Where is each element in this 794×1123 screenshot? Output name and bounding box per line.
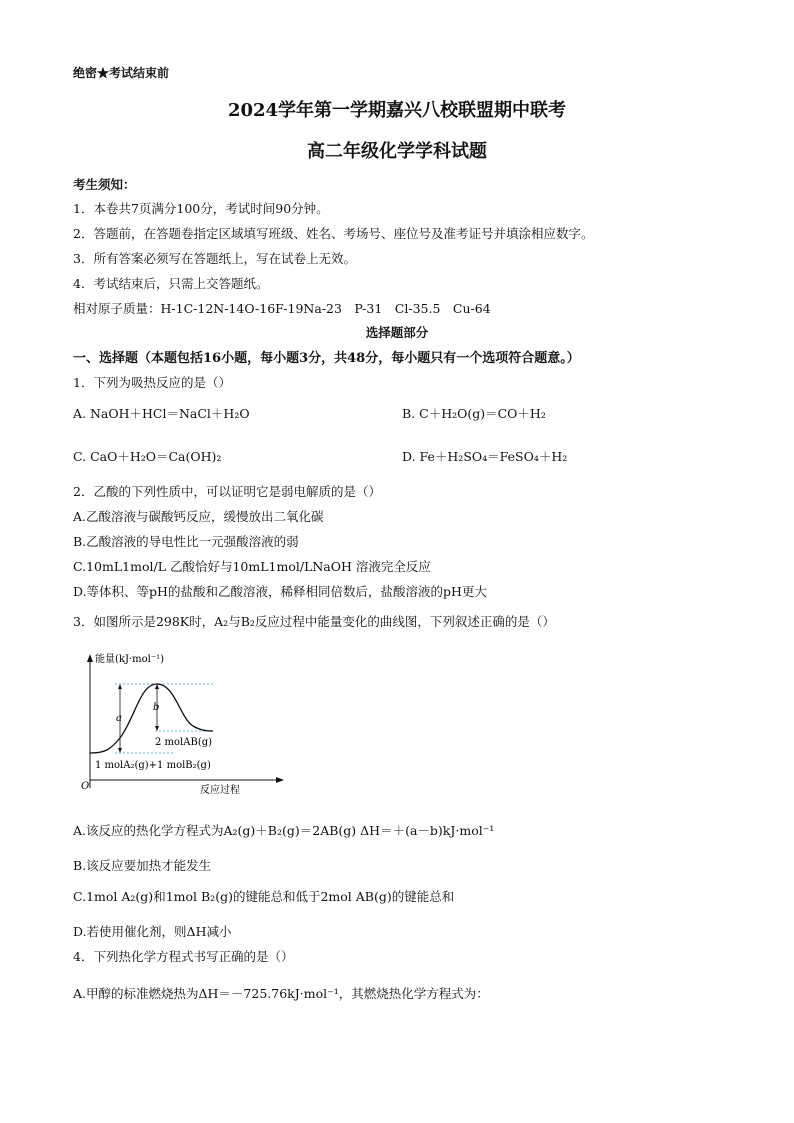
section-title: 一、选择题（本题包括16小题，每小题3分，共48分，每小题只有一个选项符合题意。）	[73, 351, 580, 366]
reactant-label: 1 molA₂(g)+1 molB₂(g)	[95, 760, 211, 771]
arrow-a-head-icon	[118, 684, 122, 689]
question-1-option-d: D. Fe＋H₂SO₄＝FeSO₄＋H₂	[402, 449, 568, 464]
question-1-option-b: B. C＋H₂O(g)＝CO＋H₂	[402, 406, 546, 421]
arrow-b-head-icon	[155, 684, 159, 689]
question-3-stem: 3．如图所示是298K时，A₂与B₂反应过程中能量变化的曲线图，下列叙述正确的是（）	[73, 614, 555, 629]
origin-label: O	[81, 781, 90, 792]
question-1-option-c: C. CaO＋H₂O＝Ca(OH)₂	[73, 449, 222, 464]
label-b: b	[153, 702, 160, 713]
question-2-option-b: B.乙酸溶液的导电性比一元强酸溶液的弱	[73, 534, 299, 549]
x-axis-arrow-icon	[276, 777, 284, 783]
section-part-title: 选择题部分	[365, 325, 429, 340]
y-axis-arrow-icon	[87, 654, 93, 662]
note-item: 4．考试结束后，只需上交答题纸。	[73, 276, 269, 291]
product-label: 2 molAB(g)	[155, 737, 213, 748]
notes-heading: 考生须知：	[73, 177, 136, 192]
note-item: 2．答题前，在答题卷指定区域填写班级、姓名、考场号、座位号及准考证号并填涂相应数字。	[73, 226, 594, 241]
question-1-stem: 1．下列为吸热反应的是（）	[73, 375, 231, 390]
question-3-option-a: A.该反应的热化学方程式为A₂(g)＋B₂(g)＝2AB(g) ΔH＝＋(a－b)kJ·mol⁻¹	[73, 823, 495, 838]
question-2-option-c: C.10mL1mol/L 乙酸恰好与10mL1mol/LNaOH 溶液完全反应	[73, 559, 431, 574]
x-axis-label: 反应过程	[200, 785, 240, 796]
secret-mark: 绝密★考试结束前	[73, 66, 170, 80]
note-item: 3．所有答案必须写在答题纸上，写在试卷上无效。	[73, 251, 356, 266]
exam-title: 2024学年第一学期嘉兴八校联盟期中联考	[227, 100, 567, 121]
question-3-option-d: D.若使用催化剂，则ΔH减小	[73, 924, 232, 939]
atomic-masses: 相对原子质量：H-1C-12N-14O-16F-19Na-23 P-31 Cl-35.5 Cu-64	[73, 301, 491, 316]
question-2-option-a: A.乙酸溶液与碳酸钙反应，缓慢放出二氧化碳	[73, 509, 324, 524]
energy-diagram	[75, 648, 285, 798]
question-2-stem: 2．乙酸的下列性质中，可以证明它是弱电解质的是（）	[73, 484, 381, 499]
exam-subtitle: 高二年级化学学科试题	[307, 141, 487, 162]
y-axis-label: 能量(kJ·mol⁻¹)	[95, 654, 165, 665]
question-4-option-a: A.甲醇的标准燃烧热为ΔH＝－725.76kJ·mol⁻¹，其燃烧热化学方程式为：	[73, 986, 489, 1001]
question-1-option-a: A. NaOH＋HCl＝NaCl＋H₂O	[73, 406, 250, 421]
arrow-a-tail-icon	[118, 748, 122, 753]
question-3-option-c: C.1mol A₂(g)和1mol B₂(g)的键能总和低于2mol AB(g)的键能总和	[73, 889, 455, 904]
question-3-option-b: B.该反应要加热才能发生	[73, 858, 212, 873]
note-item: 1．本卷共7页满分100分，考试时间90分钟。	[73, 201, 329, 216]
question-4-stem: 4．下列热化学方程式书写正确的是（）	[73, 949, 294, 964]
question-2-option-d: D.等体积、等pH的盐酸和乙酸溶液，稀释相同倍数后，盐酸溶液的pH更大	[73, 584, 487, 599]
arrow-b-tail-icon	[155, 726, 159, 731]
label-a: a	[116, 713, 122, 724]
